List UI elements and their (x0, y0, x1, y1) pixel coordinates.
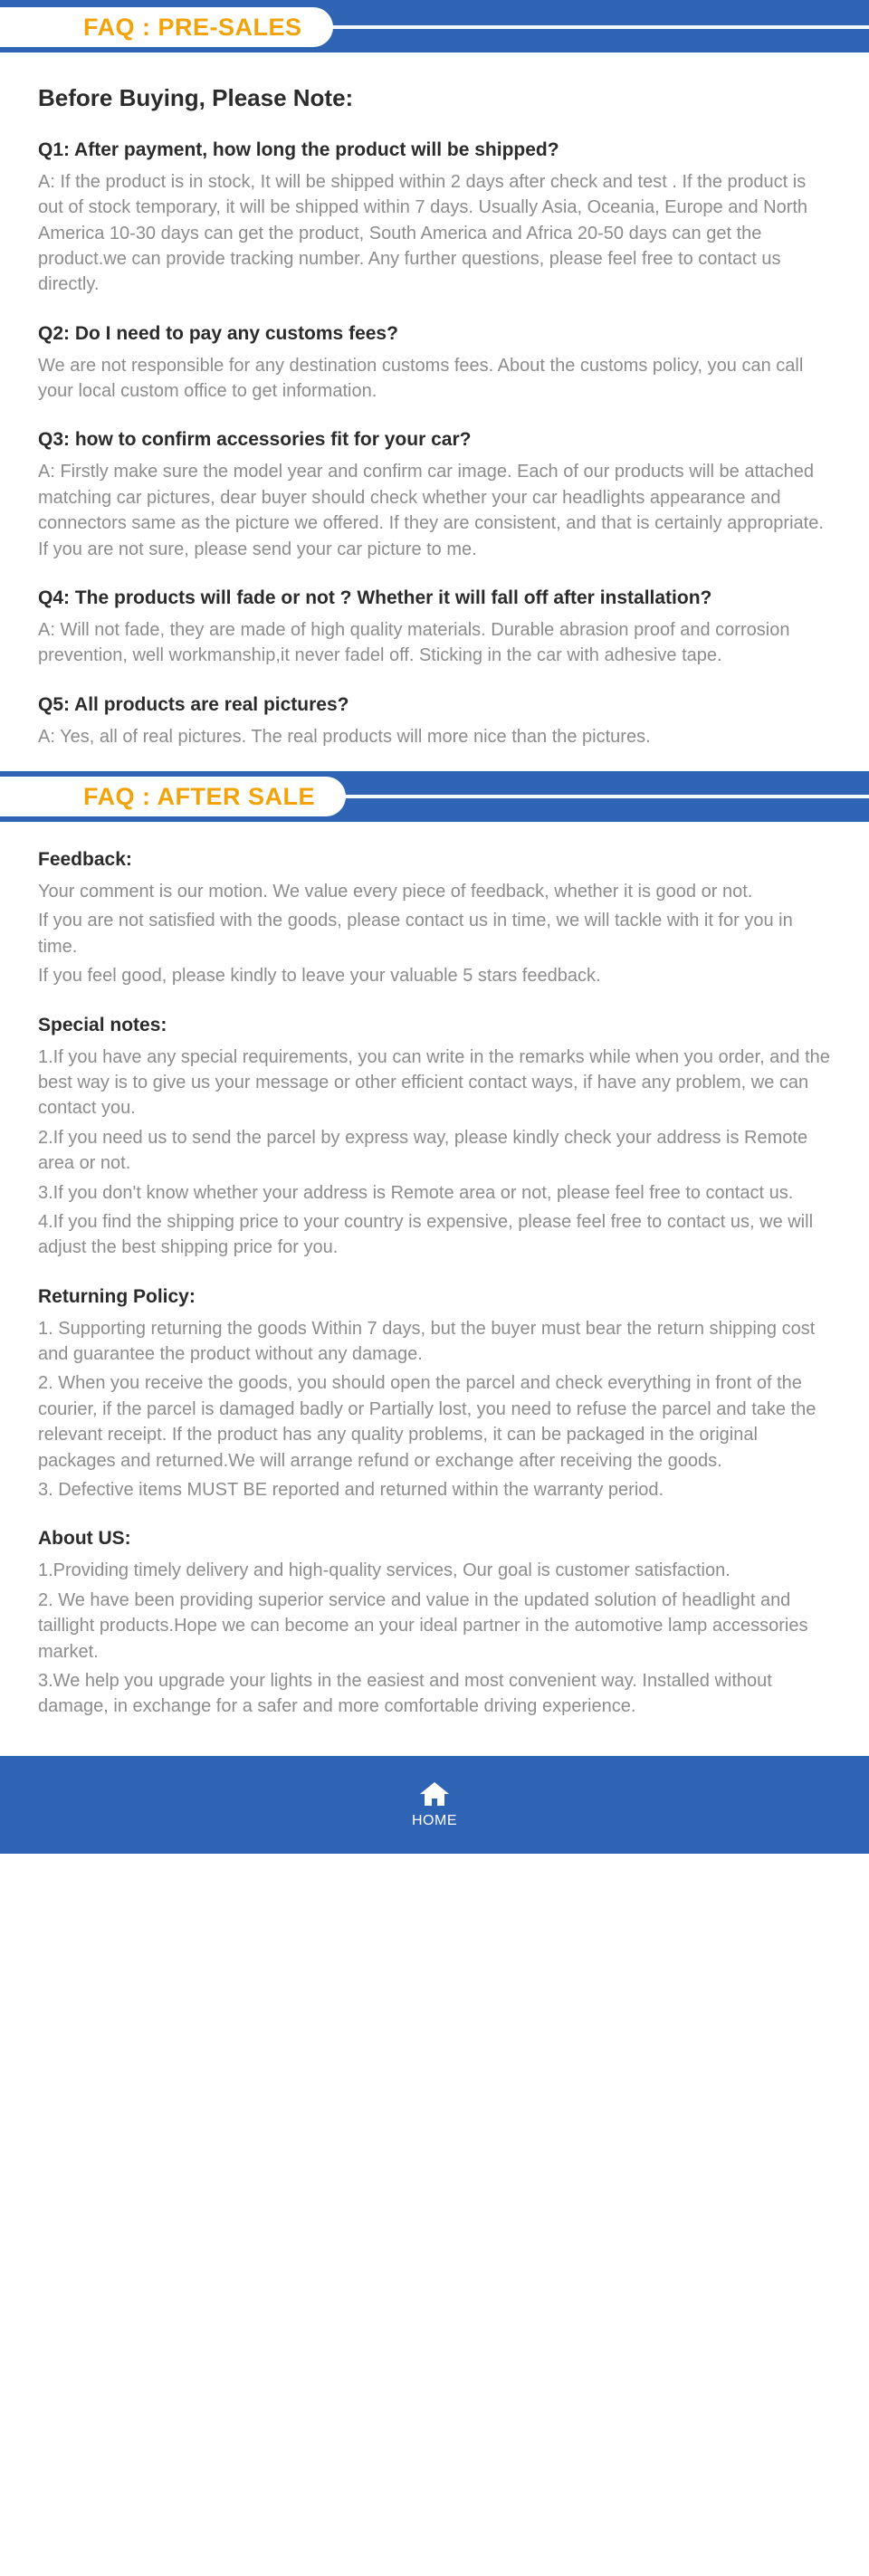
after-sale-content (0, 822, 869, 1732)
section-heading-feedback: Feedback: (38, 849, 132, 871)
footer-home-bar[interactable] (0, 1756, 869, 1854)
section-heading-about-us: About US: (38, 1528, 131, 1550)
answer-text-q3: A: Firstly make sure the model year and confirm car image. Each of our products will be attached matching car pictures, dear buyer should check whether your car headlights appearance and connectors same as the picture we offered. If they are consistent, and that is certainly appropriate. If you are not sure, please send your car picture to me. (38, 462, 824, 559)
answer-text-q2: We are not responsible for any destination customs fees. About the customs policy, you can call your local custom office to get information. (38, 355, 804, 402)
answer-text-q4: A: Will not fade, they are made of high quality materials. Durable abrasion proof and corrosion prevention, well workmanship,it never fadel off. Sticking in the car with adhesive tape. (38, 619, 790, 666)
section-heading-returning-policy: Returning Policy: (38, 1285, 196, 1307)
special-notes-line-3: 3.If you don't know whether your address is Remote area or not, please feel free to contact us. (38, 1182, 794, 1203)
returning-policy-line-2: 2. When you receive the goods, you should open the parcel and check everything in front of the courier, if the parcel is damaged badly or Partially lost, you need to refuse the parcel and take the relevant receipt. If the product has any quality problems, it can be packaged in the original packages and returned.We will arrange refund or exchange after receiving the goods. (38, 1373, 816, 1471)
about-us-line-1: 1.Providing timely delivery and high-quality services, Our goal is customer satisfaction. (38, 1560, 731, 1581)
section-banner-after-sale (0, 771, 869, 822)
page-title: Before Buying, Please Note: (38, 84, 354, 111)
section-banner-pre-sales (0, 2, 869, 52)
question-heading-q3: Q3: how to confirm accessories fit for your car? (38, 429, 472, 451)
pre-sales-content (0, 52, 869, 771)
section-gap (38, 753, 833, 762)
banner-tab-pre-sales (56, 7, 333, 47)
home-icon (419, 1780, 450, 1808)
answer-text-q5: A: Yes, all of real pictures. The real products will more nice than the pictures. (38, 726, 651, 747)
answer-text-q1: A: If the product is in stock, It will be shipped within 2 days after check and test . If the product is out of stock temporary, it will be shipped within 7 days. Usually Asia, Oceania, Europe and North America 10-30 days can get the product, South America and Africa 20-50 days can get the product.we can provide tracking number. Any further questions, please feel free to contact us directly. (38, 171, 808, 295)
banner-tab-label: FAQ : AFTER SALE (83, 782, 315, 810)
special-notes-line-2: 2.If you need us to send the parcel by express way, please kindly check your address is Remote area or not. (38, 1127, 808, 1174)
special-notes-line-4: 4.If you find the shipping price to your country is expensive, please feel free to contact us, we will adjust the best shipping price for you. (38, 1211, 814, 1258)
banner-tab-after-sale (56, 777, 346, 816)
question-heading-q2: Q2: Do I need to pay any customs fees? (38, 322, 398, 344)
feedback-line-1: Your comment is our motion. We value every piece of feedback, whether it is good or not. (38, 882, 753, 902)
feedback-line-3: If you feel good, please kindly to leave your valuable 5 stars feedback. (38, 966, 601, 987)
about-us-line-3: 3.We help you upgrade your lights in the easiest and most convenient way. Installed without damage, in exchange for a safer and more comfortable driving experience. (38, 1670, 772, 1717)
feedback-line-2: If you are not satisfied with the goods, please contact us in time, we will tackle with it for you in time. (38, 911, 793, 957)
about-us-line-2: 2. We have been providing superior service and value in the updated solution of headlight and taillight products.Hope we can become an your ideal partner in the automotive lamp accessories market. (38, 1589, 808, 1662)
question-heading-q1: Q1: After payment, how long the product will be shipped? (38, 138, 559, 160)
question-heading-q4: Q4: The products will fade or not ? Whether it will fall off after installation? (38, 587, 712, 608)
banner-tab-label: FAQ : PRE-SALES (83, 13, 302, 41)
question-heading-q5: Q5: All products are real pictures? (38, 693, 349, 715)
returning-policy-line-1: 1. Supporting returning the goods Within 7 days, but the buyer must bear the return shipping cost and guarantee the product without any damage. (38, 1318, 816, 1365)
home-label: HOME (412, 1812, 457, 1828)
special-notes-line-1: 1.If you have any special requirements, you can write in the remarks while when you order, and the best way is to give us your message or other efficient contact ways, if have any problem, we can contact you. (38, 1046, 830, 1119)
section-heading-special-notes: Special notes: (38, 1014, 167, 1035)
returning-policy-line-3: 3. Defective items MUST BE reported and returned within the warranty period. (38, 1480, 664, 1501)
